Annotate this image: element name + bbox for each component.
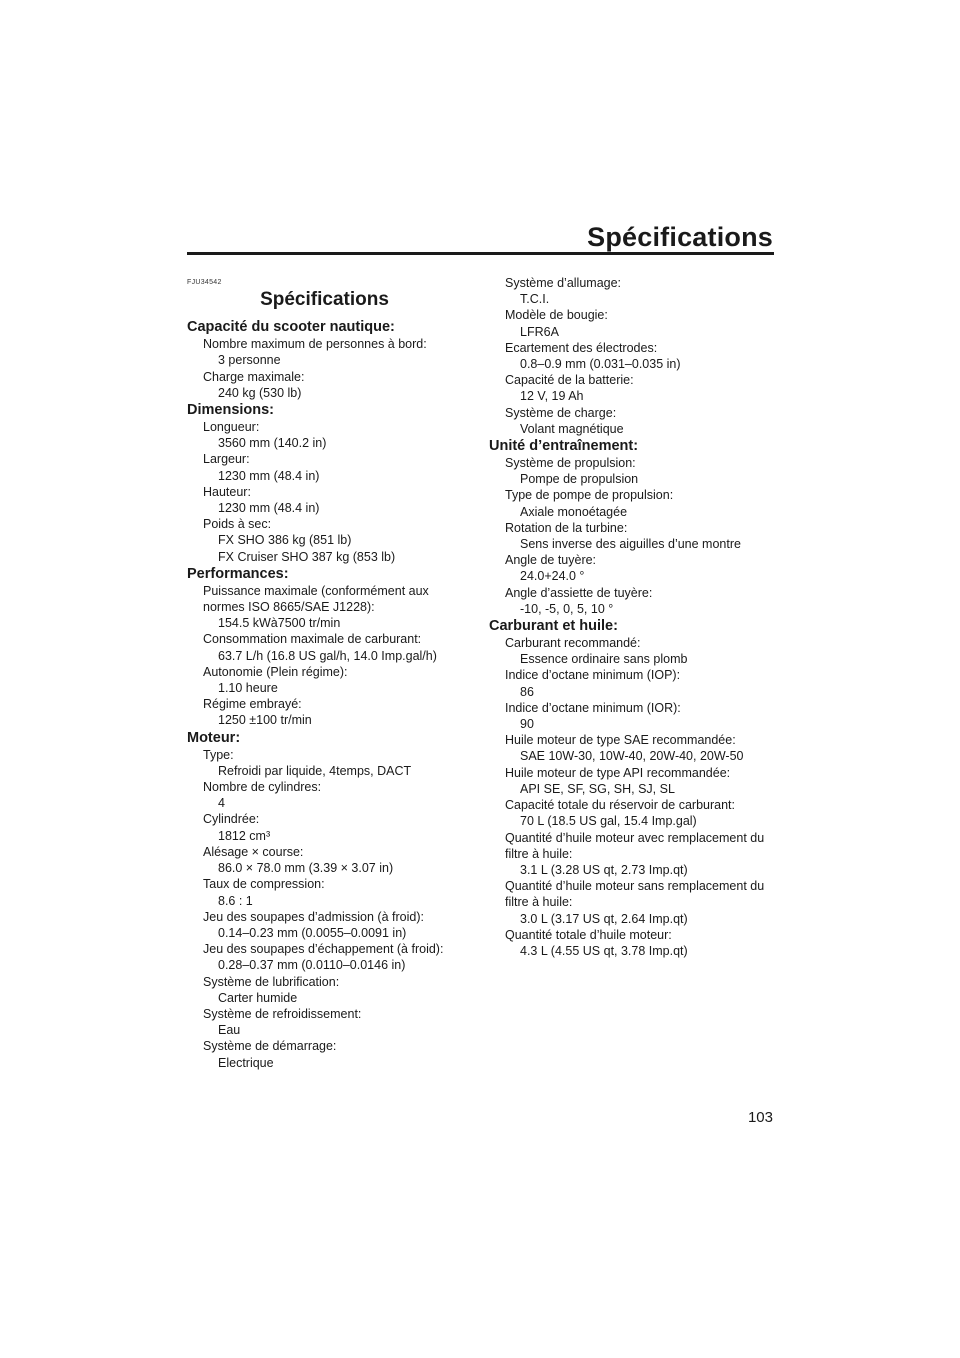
spec-item (489, 732, 779, 764)
spec-item (489, 552, 779, 584)
spec-label: Capacité de la batterie: (505, 373, 634, 388)
spec-value: 24.0+24.0 ° (520, 569, 585, 584)
spec-item (187, 336, 462, 368)
spec-label: Système de démarrage: (203, 1039, 337, 1054)
spec-value: LFR6A (520, 324, 559, 339)
spec-value: 154.5 kWà7500 tr/min (218, 616, 341, 631)
spec-label: Régime embrayé: (203, 697, 302, 712)
spec-label: Quantité d’huile moteur avec remplacement du filtre à huile: (505, 830, 765, 861)
spec-value: Electrique (218, 1055, 274, 1070)
spec-item (489, 797, 779, 829)
spec-label: Puissance maximale (conformément aux normes ISO 8665/SAE J1228): (203, 583, 429, 615)
spec-label: Type de pompe de propulsion: (505, 488, 674, 503)
spec-group (489, 438, 779, 617)
spec-item (187, 779, 462, 811)
spec-item (489, 635, 779, 667)
spec-value: 3560 mm (140.2 in) (218, 436, 327, 451)
spec-value: 0.8–0.9 mm (0.031–0.035 in) (520, 357, 681, 372)
spec-value: 86 (520, 684, 534, 699)
spec-item (489, 927, 779, 959)
spec-label: Jeu des soupapes d’admission (à froid): (203, 909, 424, 924)
spec-label: Quantité d’huile moteur sans remplacement du filtre à huile: (505, 879, 765, 910)
section-title: Spécifications (260, 289, 389, 311)
spec-label: Indice d’octane minimum (IOR): (505, 700, 681, 715)
spec-item (489, 700, 779, 732)
spec-value: Eau (218, 1023, 241, 1038)
spec-label: Quantité totale d’huile moteur: (505, 927, 672, 942)
spec-item (187, 747, 462, 779)
spec-label: Rotation de la turbine: (505, 520, 628, 535)
spec-item (489, 878, 779, 927)
spec-group (187, 730, 462, 1071)
spec-group (187, 566, 462, 729)
spec-item (187, 941, 462, 973)
spec-value: 86.0 × 78.0 mm (3.39 × 3.07 in) (218, 861, 394, 876)
spec-value: SAE 10W-30, 10W-40, 20W-40, 20W-50 (520, 749, 744, 764)
spec-group-heading: Carburant et huile: (489, 618, 618, 635)
spec-item (489, 520, 779, 552)
spec-item (187, 419, 462, 451)
spec-value: 63.7 L/h (16.8 US gal/h, 14.0 Imp.gal/h) (218, 648, 437, 663)
spec-value: 70 L (18.5 US gal, 15.4 Imp.gal) (520, 814, 697, 829)
spec-group (187, 319, 462, 401)
spec-value: 240 kg (530 lb) (218, 385, 302, 400)
spec-label: Nombre maximum de personnes à bord: (203, 337, 427, 352)
spec-label: Carburant recommandé: (505, 636, 641, 651)
spec-item (187, 876, 462, 908)
spec-label: Autonomie (Plein régime): (203, 664, 348, 679)
spec-item (489, 307, 779, 339)
spec-value: 3 personne (218, 353, 281, 368)
spec-item (187, 909, 462, 941)
header-rule (187, 252, 774, 255)
spec-label: Hauteur: (203, 484, 251, 499)
spec-label: Indice d’octane minimum (IOP): (505, 668, 681, 683)
spec-group-heading: Performances: (187, 565, 289, 582)
spec-item (489, 585, 779, 617)
spec-value: Carter humide (218, 990, 298, 1005)
spec-value: 4.3 L (4.55 US qt, 3.78 Imp.qt) (520, 943, 688, 958)
spec-item (187, 664, 462, 696)
spec-item (187, 484, 462, 516)
spec-value: Pompe de propulsion (520, 472, 639, 487)
spec-label: Cylindrée: (203, 812, 260, 827)
section-code: FJU34542 (187, 279, 222, 286)
spec-label: Modèle de bougie: (505, 308, 608, 323)
spec-value: 1812 cm³ (218, 828, 271, 843)
spec-value: Refroidi par liquide, 4temps, DACT (218, 763, 412, 778)
spec-item (187, 451, 462, 483)
spec-label: Ecartement des électrodes: (505, 340, 658, 355)
spec-label: Type: (203, 747, 234, 762)
spec-label: Système d’allumage: (505, 276, 622, 290)
spec-value: 3.1 L (3.28 US qt, 2.73 Imp.qt) (520, 862, 688, 877)
spec-label: Capacité totale du réservoir de carburant: (505, 798, 735, 813)
spec-label: Poids à sec: (203, 517, 272, 532)
spec-label: Système de propulsion: (505, 456, 636, 471)
page-number: 103 (747, 1109, 773, 1126)
spec-group (489, 618, 779, 959)
spec-item (489, 405, 779, 437)
spec-label: Angle de tuyère: (505, 553, 597, 568)
spec-label: Nombre de cylindres: (203, 780, 322, 795)
right-spec-groups (489, 275, 779, 959)
spec-value: 1.10 heure (218, 681, 278, 696)
spec-item (187, 811, 462, 843)
spec-group-heading: Unité d’entraînement: (489, 438, 639, 455)
spec-item (489, 830, 779, 879)
left-spec-groups (187, 319, 462, 1071)
spec-value: 0.28–0.37 mm (0.0110–0.0146 in) (218, 958, 406, 973)
spec-label: Angle d’assiette de tuyère: (505, 585, 653, 600)
spec-value: 12 V, 19 Ah (520, 389, 584, 404)
left-column (187, 275, 462, 1071)
spec-label: Système de refroidissement: (203, 1006, 362, 1021)
spec-value: T.C.I. (520, 292, 550, 307)
spec-value: FX Cruiser SHO 387 kg (853 lb) (218, 549, 396, 564)
spec-label: Taux de compression: (203, 877, 325, 892)
spec-value: -10, -5, 0, 5, 10 ° (520, 601, 614, 616)
spec-item (489, 275, 779, 307)
spec-value: API SE, SF, SG, SH, SJ, SL (520, 781, 675, 796)
spec-item (187, 696, 462, 728)
spec-group (187, 402, 462, 565)
spec-item (187, 844, 462, 876)
spec-label: Alésage × course: (203, 844, 304, 859)
spec-value: Volant magnétique (520, 421, 624, 436)
spec-item (187, 631, 462, 663)
spec-value: 1230 mm (48.4 in) (218, 501, 320, 516)
spec-value: Essence ordinaire sans plomb (520, 652, 688, 667)
spec-value: 3.0 L (3.17 US qt, 2.64 Imp.qt) (520, 911, 688, 926)
spec-label: Système de charge: (505, 405, 617, 420)
spec-item (187, 1006, 462, 1038)
page-header-title: Spécifications (587, 222, 773, 252)
spec-item (489, 487, 779, 519)
spec-value: Axiale monoétagée (520, 504, 628, 519)
spec-label: Huile moteur de type SAE recommandée: (505, 733, 736, 748)
spec-value: 90 (520, 717, 534, 732)
spec-item (187, 516, 462, 565)
spec-group-heading: Capacité du scooter nautique: (187, 319, 395, 336)
right-column (489, 275, 779, 959)
spec-group (489, 275, 779, 437)
spec-label: Largeur: (203, 452, 250, 467)
spec-value: 0.14–0.23 mm (0.0055–0.0091 in) (218, 925, 407, 940)
spec-item (489, 372, 779, 404)
spec-item (489, 667, 779, 699)
spec-label: Huile moteur de type API recommandée: (505, 765, 731, 780)
spec-label: Charge maximale: (203, 369, 305, 384)
spec-value: 8.6 : 1 (218, 893, 253, 908)
spec-label: Consommation maximale de carburant: (203, 632, 422, 647)
spec-value: 4 (218, 796, 225, 811)
spec-label: Système de lubrification: (203, 974, 340, 989)
spec-item (489, 340, 779, 372)
spec-item (187, 974, 462, 1006)
spec-label: Jeu des soupapes d’échappement (à froid): (203, 942, 444, 957)
spec-item (187, 369, 462, 401)
spec-label: Longueur: (203, 420, 260, 435)
spec-item (489, 765, 779, 797)
spec-item (187, 1038, 462, 1070)
spec-item (489, 455, 779, 487)
spec-group-heading: Moteur: (187, 729, 241, 746)
spec-value: 1230 mm (48.4 in) (218, 468, 320, 483)
spec-group-heading: Dimensions: (187, 402, 275, 419)
spec-value: FX SHO 386 kg (851 lb) (218, 533, 352, 548)
spec-item (187, 583, 462, 632)
spec-value: Sens inverse des aiguilles d’une montre (520, 537, 741, 552)
spec-value: 1250 ±100 tr/min (218, 713, 312, 728)
